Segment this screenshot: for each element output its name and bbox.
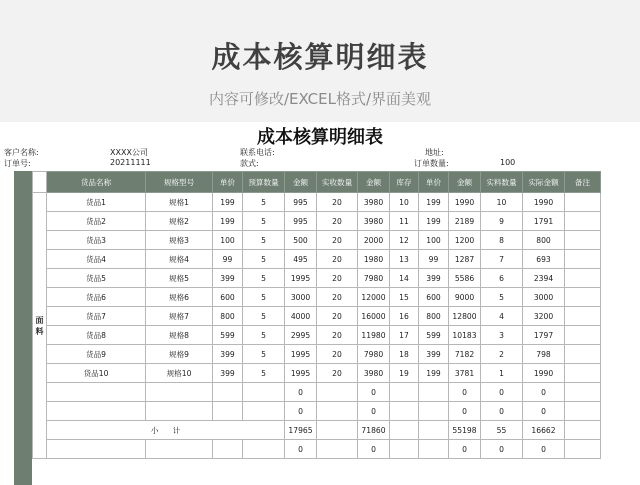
column-header[interactable]: 金额	[358, 172, 390, 193]
table-cell[interactable]: 9	[481, 212, 523, 231]
table-row	[33, 364, 601, 383]
table-cell[interactable]: 规格7	[146, 307, 213, 326]
table-row	[33, 402, 601, 421]
table-cell[interactable]: 800	[419, 307, 449, 326]
table-cell[interactable]: 3980	[358, 364, 390, 383]
table-cell[interactable]: 11	[390, 212, 419, 231]
table-cell[interactable]: 199	[213, 212, 243, 231]
table-row	[33, 231, 601, 250]
order-number-value[interactable]: 20211111	[110, 158, 151, 167]
subtotal-cell[interactable]	[565, 421, 601, 440]
table-cell[interactable]: 0	[358, 402, 390, 421]
table-cell[interactable]: 1995	[285, 364, 317, 383]
table-cell[interactable]: 20	[317, 212, 358, 231]
subtotal-cell[interactable]	[317, 421, 358, 440]
table-cell[interactable]: 7	[481, 250, 523, 269]
address-label: 地址:	[425, 148, 444, 157]
table-cell[interactable]: 1995	[285, 269, 317, 288]
table-cell[interactable]: 5	[243, 250, 285, 269]
table-cell[interactable]: 99	[419, 250, 449, 269]
table-cell[interactable]	[565, 345, 601, 364]
column-header[interactable]: 库存	[390, 172, 419, 193]
table-cell[interactable]: 规格2	[146, 212, 213, 231]
table-cell[interactable]: 7980	[358, 269, 390, 288]
table-cell[interactable]: 12	[390, 231, 419, 250]
table-cell[interactable]: 399	[419, 345, 449, 364]
table-cell[interactable]: 99	[213, 250, 243, 269]
table-cell[interactable]: 4	[481, 307, 523, 326]
table-cell[interactable]: 199	[419, 364, 449, 383]
table-cell[interactable]	[565, 440, 601, 459]
table-cell[interactable]: 规格6	[146, 288, 213, 307]
table-cell[interactable]: 5586	[449, 269, 481, 288]
table-cell[interactable]	[317, 402, 358, 421]
table-cell[interactable]: 规格5	[146, 269, 213, 288]
table-cell[interactable]	[243, 440, 285, 459]
table-cell[interactable]: 货品2	[47, 212, 146, 231]
column-header[interactable]: 规格型号	[146, 172, 213, 193]
table-cell[interactable]: 3980	[358, 193, 390, 212]
table-cell[interactable]	[565, 402, 601, 421]
column-header[interactable]: 备注	[565, 172, 601, 193]
table-cell[interactable]	[213, 383, 243, 402]
table-cell[interactable]	[419, 383, 449, 402]
table-cell[interactable]	[565, 364, 601, 383]
table-cell[interactable]: 1797	[523, 326, 565, 345]
table-cell[interactable]: 5	[243, 269, 285, 288]
table-cell[interactable]	[146, 440, 213, 459]
table-cell[interactable]: 1990	[449, 193, 481, 212]
table-cell[interactable]: 货品10	[47, 364, 146, 383]
table-cell[interactable]: 100	[419, 231, 449, 250]
table-cell[interactable]: 1995	[285, 345, 317, 364]
table-cell[interactable]: 货品5	[47, 269, 146, 288]
side-band	[14, 171, 32, 485]
table-cell[interactable]: 5	[243, 288, 285, 307]
table-cell[interactable]: 20	[317, 307, 358, 326]
table-cell[interactable]	[565, 383, 601, 402]
table-cell[interactable]	[419, 402, 449, 421]
table-cell[interactable]: 规格4	[146, 250, 213, 269]
subtotal-cell[interactable]	[419, 421, 449, 440]
table-cell[interactable]: 5	[243, 212, 285, 231]
column-header[interactable]: 金额	[449, 172, 481, 193]
table-cell[interactable]: 1990	[523, 193, 565, 212]
table-row	[33, 440, 601, 459]
column-header[interactable]: 实收数量	[317, 172, 358, 193]
order-quantity-label: 订单数量:	[414, 159, 449, 168]
table-cell[interactable]: 995	[285, 212, 317, 231]
table-cell[interactable]	[565, 193, 601, 212]
spreadsheet-area	[0, 122, 640, 485]
table-cell[interactable]: 0	[523, 383, 565, 402]
table-cell[interactable]	[565, 288, 601, 307]
table-cell[interactable]	[565, 212, 601, 231]
subtotal-cell[interactable]: 17965	[285, 421, 317, 440]
table-cell[interactable]: 800	[523, 231, 565, 250]
table-cell[interactable]: 规格1	[146, 193, 213, 212]
table-cell[interactable]: 20	[317, 364, 358, 383]
table-cell[interactable]: 0	[285, 402, 317, 421]
table-cell[interactable]	[565, 269, 601, 288]
table-cell[interactable]	[146, 383, 213, 402]
sheet-title: 成本核算明细表	[257, 127, 383, 148]
table-cell[interactable]: 货品9	[47, 345, 146, 364]
table-cell[interactable]: 0	[449, 383, 481, 402]
table-cell[interactable]: 100	[213, 231, 243, 250]
table-cell[interactable]: 0	[449, 402, 481, 421]
subtotal-cell[interactable]: 16662	[523, 421, 565, 440]
page-title: 成本核算明细表	[211, 40, 429, 74]
table-cell[interactable]: 7980	[358, 345, 390, 364]
table-cell[interactable]: 0	[481, 383, 523, 402]
subtotal-cell[interactable]: 55	[481, 421, 523, 440]
table-cell[interactable]: 693	[523, 250, 565, 269]
table-cell[interactable]: 3000	[523, 288, 565, 307]
table-row	[33, 307, 601, 326]
cost-table	[32, 171, 601, 459]
table-cell[interactable]: 16000	[358, 307, 390, 326]
table-cell[interactable]: 1287	[449, 250, 481, 269]
table-cell[interactable]: 3	[481, 326, 523, 345]
fabric-section-label: 面料	[33, 193, 47, 459]
order-quantity-value[interactable]: 100	[500, 158, 516, 167]
table-cell[interactable]: 4000	[285, 307, 317, 326]
table-cell[interactable]: 12800	[449, 307, 481, 326]
table-cell[interactable]	[565, 307, 601, 326]
table-cell[interactable]: 货品1	[47, 193, 146, 212]
table-cell[interactable]: 1791	[523, 212, 565, 231]
table-cell[interactable]: 17	[390, 326, 419, 345]
table-cell[interactable]: 2	[481, 345, 523, 364]
table-cell[interactable]: 2189	[449, 212, 481, 231]
table-row	[33, 269, 601, 288]
table-cell[interactable]: 800	[213, 307, 243, 326]
table-cell[interactable]	[390, 383, 419, 402]
table-cell[interactable]: 3781	[449, 364, 481, 383]
order-number-label: 订单号:	[4, 159, 31, 168]
table-cell[interactable]: 399	[213, 364, 243, 383]
table-cell[interactable]: 14	[390, 269, 419, 288]
column-header[interactable]: 预算数量	[243, 172, 285, 193]
subtotal-cell[interactable]: 55198	[449, 421, 481, 440]
table-cell[interactable]: 货品4	[47, 250, 146, 269]
table-cell[interactable]: 20	[317, 250, 358, 269]
table-cell[interactable]	[317, 383, 358, 402]
table-cell[interactable]: 11980	[358, 326, 390, 345]
column-header[interactable]: 货品名称	[47, 172, 146, 193]
table-cell[interactable]: 0	[358, 383, 390, 402]
table-cell[interactable]: 12000	[358, 288, 390, 307]
table-cell[interactable]: 20	[317, 345, 358, 364]
subtotal-row	[33, 421, 601, 440]
customer-name-label: 客户名称:	[4, 148, 39, 157]
table-cell[interactable]	[419, 440, 449, 459]
table-cell[interactable]: 5	[243, 326, 285, 345]
table-cell[interactable]: 19	[390, 364, 419, 383]
table-row	[33, 250, 601, 269]
table-cell[interactable]: 0	[285, 383, 317, 402]
table-cell[interactable]: 399	[213, 269, 243, 288]
table-cell[interactable]: 规格8	[146, 326, 213, 345]
table-cell[interactable]: 0	[523, 440, 565, 459]
table-row	[33, 326, 601, 345]
table-cell[interactable]	[390, 402, 419, 421]
table-cell[interactable]: 1	[481, 364, 523, 383]
table-cell[interactable]	[243, 383, 285, 402]
table-cell[interactable]: 0	[449, 440, 481, 459]
table-cell[interactable]: 1980	[358, 250, 390, 269]
column-header[interactable]: 实际金额	[523, 172, 565, 193]
table-cell[interactable]: 7182	[449, 345, 481, 364]
subtotal-cell[interactable]	[390, 421, 419, 440]
table-cell[interactable]: 15	[390, 288, 419, 307]
table-cell[interactable]: 0	[358, 440, 390, 459]
column-header[interactable]: 金额	[285, 172, 317, 193]
table-cell[interactable]: 3000	[285, 288, 317, 307]
table-cell[interactable]	[47, 402, 146, 421]
table-cell[interactable]: 500	[285, 231, 317, 250]
table-cell[interactable]	[243, 402, 285, 421]
table-cell[interactable]: 1200	[449, 231, 481, 250]
table-row	[33, 288, 601, 307]
table-cell[interactable]: 5	[243, 345, 285, 364]
table-cell[interactable]: 18	[390, 345, 419, 364]
page-subtitle: 内容可修改/EXCEL格式/界面美观	[208, 90, 432, 108]
table-cell[interactable]	[565, 250, 601, 269]
table-cell[interactable]: 995	[285, 193, 317, 212]
table-cell[interactable]: 2995	[285, 326, 317, 345]
subtotal-cell[interactable]: 71860	[358, 421, 390, 440]
table-cell[interactable]: 798	[523, 345, 565, 364]
table-cell[interactable]: 199	[419, 212, 449, 231]
table-cell[interactable]: 13	[390, 250, 419, 269]
table-cell[interactable]: 16	[390, 307, 419, 326]
table-cell[interactable]: 规格9	[146, 345, 213, 364]
table-cell[interactable]: 199	[213, 193, 243, 212]
table-cell[interactable]: 货品7	[47, 307, 146, 326]
table-cell[interactable]: 5	[243, 193, 285, 212]
table-cell[interactable]: 3200	[523, 307, 565, 326]
table-cell[interactable]: 0	[523, 402, 565, 421]
table-cell[interactable]: 10183	[449, 326, 481, 345]
table-cell[interactable]: 2000	[358, 231, 390, 250]
table-cell[interactable]: 5	[481, 288, 523, 307]
table-cell[interactable]: 5	[243, 364, 285, 383]
table-cell[interactable]: 20	[317, 231, 358, 250]
table-cell[interactable]: 规格10	[146, 364, 213, 383]
column-header[interactable]: 单价	[213, 172, 243, 193]
style-label: 款式:	[240, 159, 259, 168]
table-cell[interactable]: 20	[317, 288, 358, 307]
table-cell[interactable]: 8	[481, 231, 523, 250]
table-cell[interactable]: 399	[419, 269, 449, 288]
column-header[interactable]: 实料数量	[481, 172, 523, 193]
table-cell[interactable]: 10	[481, 193, 523, 212]
table-cell[interactable]: 10	[390, 193, 419, 212]
table-cell[interactable]: 20	[317, 326, 358, 345]
table-cell[interactable]	[213, 440, 243, 459]
table-row	[33, 212, 601, 231]
table-cell[interactable]: 5	[243, 307, 285, 326]
table-cell[interactable]: 1990	[523, 364, 565, 383]
table-cell[interactable]: 2394	[523, 269, 565, 288]
table-cell[interactable]	[565, 231, 601, 250]
table-cell[interactable]: 599	[213, 326, 243, 345]
table-cell[interactable]	[146, 402, 213, 421]
table-row	[33, 345, 601, 364]
table-cell[interactable]	[317, 440, 358, 459]
table-cell[interactable]: 6	[481, 269, 523, 288]
customer-name-value[interactable]: XXXX公司	[110, 148, 148, 157]
table-cell[interactable]: 600	[419, 288, 449, 307]
contact-phone-label: 联系电话:	[240, 148, 275, 157]
table-cell[interactable]: 3980	[358, 212, 390, 231]
table-cell[interactable]: 199	[419, 193, 449, 212]
table-cell[interactable]: 0	[285, 440, 317, 459]
table-cell[interactable]: 0	[481, 440, 523, 459]
table-cell[interactable]: 20	[317, 269, 358, 288]
table-cell[interactable]: 599	[419, 326, 449, 345]
table-cell[interactable]: 货品8	[47, 326, 146, 345]
table-cell[interactable]: 20	[317, 193, 358, 212]
table-header-row	[33, 172, 601, 193]
table-cell[interactable]: 5	[243, 231, 285, 250]
table-cell[interactable]: 600	[213, 288, 243, 307]
table-cell[interactable]	[213, 402, 243, 421]
table-cell[interactable]: 0	[481, 402, 523, 421]
table-cell[interactable]	[390, 440, 419, 459]
subtotal-label: 小计	[47, 421, 285, 440]
table-cell[interactable]	[565, 326, 601, 345]
table-cell[interactable]	[47, 383, 146, 402]
table-cell[interactable]: 9000	[449, 288, 481, 307]
table-row	[33, 383, 601, 402]
table-cell[interactable]: 货品3	[47, 231, 146, 250]
table-cell[interactable]: 货品6	[47, 288, 146, 307]
table-cell[interactable]: 规格3	[146, 231, 213, 250]
table-cell[interactable]: 495	[285, 250, 317, 269]
table-row	[33, 193, 601, 212]
column-header[interactable]: 单价	[419, 172, 449, 193]
table-cell[interactable]	[47, 440, 146, 459]
table-cell[interactable]: 399	[213, 345, 243, 364]
